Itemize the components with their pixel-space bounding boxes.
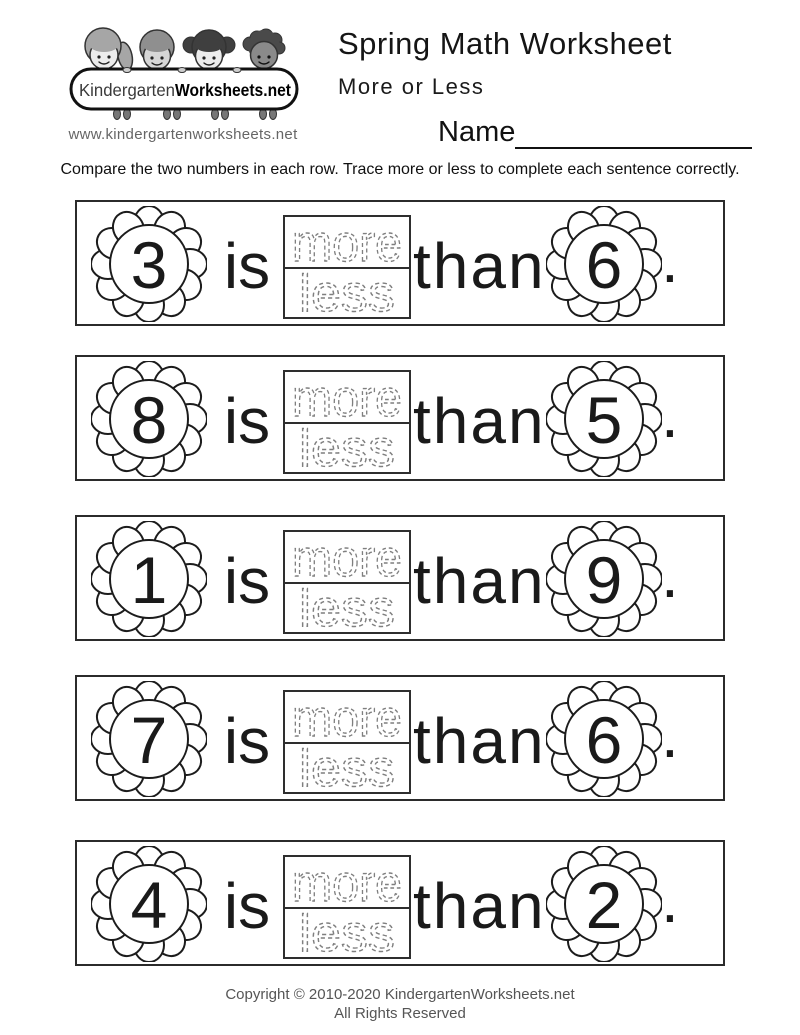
number-left: 8 xyxy=(130,383,168,457)
kindergartenworksheets-logo xyxy=(57,14,309,124)
page-title: Spring Math Worksheet xyxy=(338,26,672,61)
flower-left xyxy=(91,206,207,322)
trace-word-less: less xyxy=(299,265,395,319)
word-is: is xyxy=(223,545,271,617)
trace-word-less: less xyxy=(299,740,395,794)
flower-right xyxy=(546,206,662,322)
number-right: 6 xyxy=(585,703,623,777)
word-than: than xyxy=(413,230,546,302)
flower-left xyxy=(91,361,207,477)
logo-kid-girl-ponytail xyxy=(85,28,135,71)
trace-word-more: more xyxy=(292,215,402,273)
sentence-period: . xyxy=(661,224,679,296)
more-less-trace-box xyxy=(283,370,411,474)
number-right: 6 xyxy=(585,228,623,302)
word-is: is xyxy=(223,870,271,942)
word-is: is xyxy=(223,385,271,457)
word-than: than xyxy=(413,870,546,942)
word-is: is xyxy=(223,230,271,302)
name-blank-line xyxy=(515,117,752,149)
trace-word-less: less xyxy=(299,420,395,474)
page-subtitle: More or Less xyxy=(338,74,485,99)
worksheet-row xyxy=(75,200,725,326)
sentence-period: . xyxy=(661,864,679,936)
flower-right xyxy=(546,521,662,637)
flower-right xyxy=(546,361,662,477)
logo-hand xyxy=(233,68,241,73)
trace-word-more: more xyxy=(292,370,402,428)
number-right: 5 xyxy=(585,383,623,457)
trace-word-more: more xyxy=(292,690,402,748)
logo-kid-boy-gray xyxy=(140,30,174,70)
footer-copyright: Copyright © 2010-2020 KindergartenWorksheets.net xyxy=(225,986,575,1003)
word-than: than xyxy=(413,385,546,457)
number-left: 3 xyxy=(130,228,168,302)
flower-right xyxy=(546,681,662,797)
number-left: 1 xyxy=(130,543,168,617)
logo-kid-girl-pigtails xyxy=(183,30,235,70)
logo-brand-bold: Worksheets.net xyxy=(175,80,292,100)
trace-word-more: more xyxy=(292,530,402,588)
number-right: 2 xyxy=(585,868,623,942)
number-right: 9 xyxy=(585,543,623,617)
sentence-period: . xyxy=(661,539,679,611)
logo-url: www.kindergartenworksheets.net xyxy=(68,126,298,143)
logo-hand xyxy=(178,68,186,73)
trace-word-less: less xyxy=(299,580,395,634)
more-less-trace-box xyxy=(283,855,411,959)
trace-word-more: more xyxy=(292,855,402,913)
worksheet-row xyxy=(75,675,725,801)
sentence-period: . xyxy=(661,699,679,771)
flower-left xyxy=(91,681,207,797)
logo-brand-light: Kindergarten xyxy=(79,80,175,100)
flower-left xyxy=(91,521,207,637)
worksheet-row xyxy=(75,840,725,966)
worksheet-row xyxy=(75,355,725,481)
flower-right xyxy=(546,846,662,962)
sentence-period: . xyxy=(661,379,679,451)
number-left: 4 xyxy=(130,868,168,942)
number-left: 7 xyxy=(130,703,168,777)
name-label: Name xyxy=(438,116,516,148)
word-than: than xyxy=(413,545,546,617)
logo-hand xyxy=(123,68,131,73)
name-block xyxy=(438,116,752,149)
worksheet-row xyxy=(75,515,725,641)
instruction-text: Compare the two numbers in each row. Trace more or less to complete each sentence correctly. xyxy=(60,161,740,178)
more-less-trace-box xyxy=(283,215,411,319)
footer-rights: All Rights Reserved xyxy=(334,1005,466,1022)
logo-kid-boy-curly xyxy=(243,29,285,69)
more-less-trace-box xyxy=(283,690,411,794)
flower-left xyxy=(91,846,207,962)
more-less-trace-box xyxy=(283,530,411,634)
trace-word-less: less xyxy=(299,905,395,959)
word-is: is xyxy=(223,705,271,777)
word-than: than xyxy=(413,705,546,777)
